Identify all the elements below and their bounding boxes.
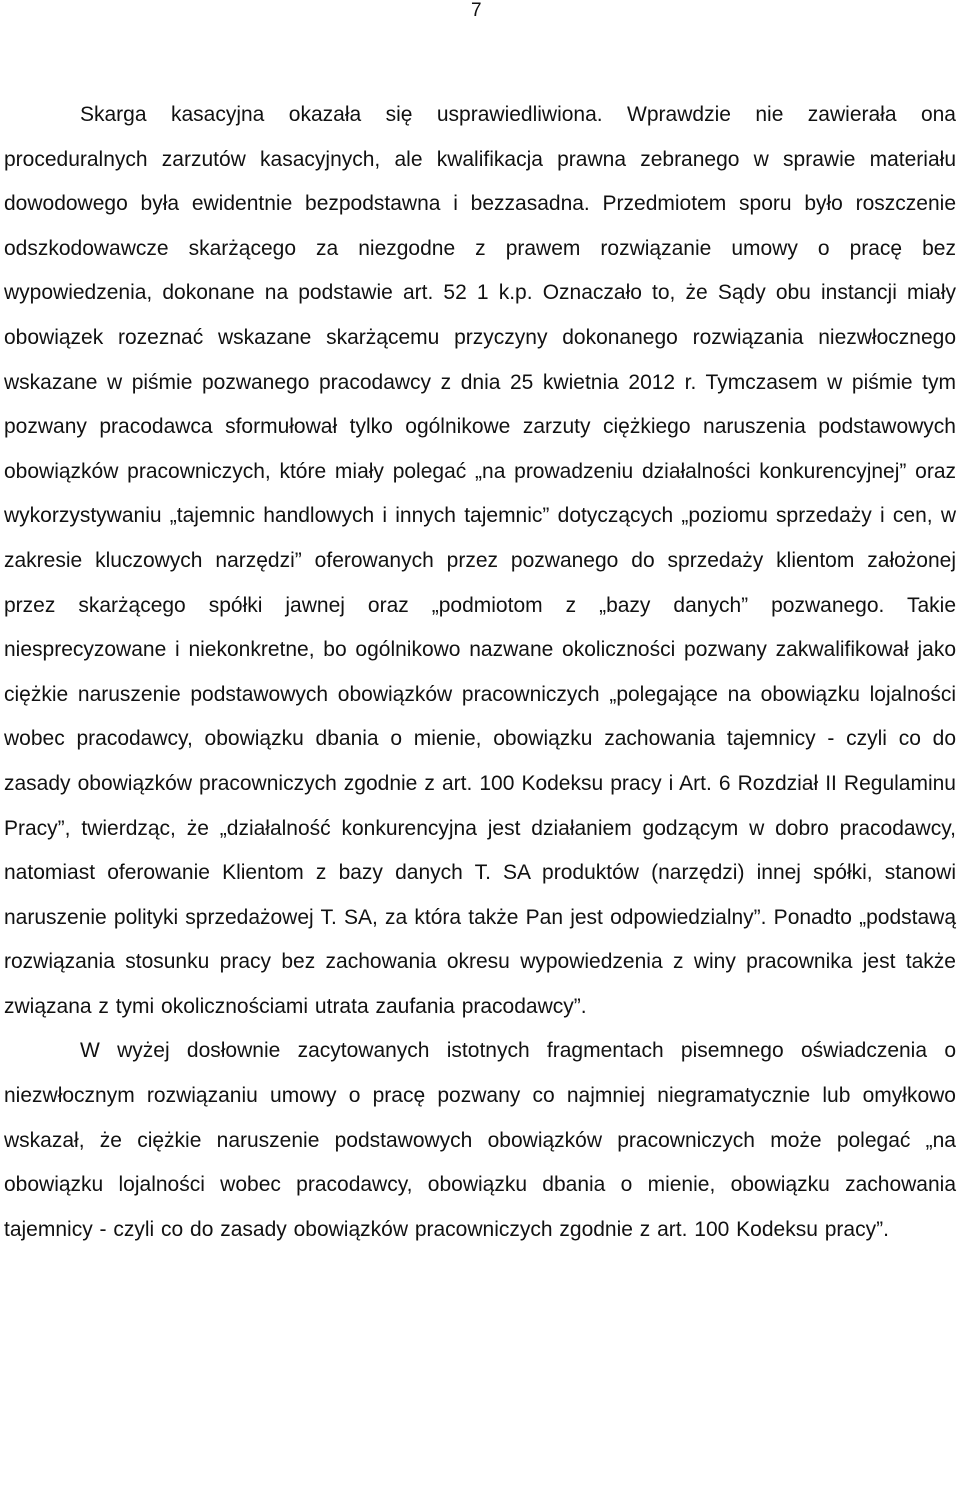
page-number: 7: [471, 0, 482, 21]
paragraph: Skarga kasacyjna okazała się usprawiedliwiona. Wprawdzie nie zawierała ona proceduralnych zarzutów kasacyjnych, ale kwalifikacja prawna zebranego w sprawie materiału dowodowego była ewidentnie bezpodstawna i bezzasadna. Przedmiotem sporu było roszczenie odszkodowawcze skarżącego za niezgodne z prawem rozwiązanie umowy o pracę bez wypowiedzenia, dokonane na podstawie art. 52 1 k.p. Oznaczało to, że Sądy obu instancji miały obowiązek rozeznać wskazane skarżącemu przyczyny dokonanego rozwiązania niezwłocznego wskazane w piśmie pozwanego pracodawcy z dnia 25 kwietnia 2012 r. Tymczasem w piśmie tym pozwany pracodawca sformułował tylko ogólnikowe zarzuty ciężkiego naruszenia podstawowych obowiązków pracowniczych, które miały polegać „na prowadzeniu działalności konkurencyjnej” oraz wykorzystywaniu „tajemnic handlowych i innych tajemnic” dotyczących „poziomu sprzedaży i cen, w zakresie kluczowych narzędzi” oferowanych przez pozwanego do sprzedaży klientom założonej przez skarżącego spółki jawnej oraz „podmiotom z „bazy danych” pozwanego. Takie niesprecyzowane i niekonkretne, bo ogólnikowo nazwane okoliczności pozwany zakwalifikował jako ciężkie naruszenie podstawowych obowiązków pracowniczych „polegające na obowiązku lojalności wobec pracodawcy, obowiązku dbania o mienie, obowiązku zachowania tajemnicy - czyli co do zasady obowiązków pracowniczych zgodnie z art. 100 Kodeksu pracy i Art. 6 Rozdział II Regulaminu Pracy”, twierdząc, że „działalność konkurencyjna jest działaniem godzącym w dobro pracodawcy, natomiast oferowanie Klientom z bazy danych T. SA produktów (narzędzi) innej spółki, stanowi naruszenie polityki sprzedażowej T. SA, za która także Pan jest odpowiedzialny”. Ponadto „podstawą rozwiązania stosunku pracy bez zachowania okresu wypowiedzenia z winy pracownika jest także związana z tymi okolicznościami utrata zaufania pracodawcy”.: [4, 103, 956, 1018]
paragraph: W wyżej dosłownie zacytowanych istotnych fragmentach pisemnego oświadczenia o niezwłocznym rozwiązaniu umowy o pracę pozwany co najmniej niegramatycznie lub omyłkowo wskazał, że ciężkie naruszenie podstawowych obowiązków pracowniczych może polegać „na obowiązku lojalności wobec pracodawcy, obowiązku dbania o mienie, obowiązku zachowania tajemnicy - czyli co do zasady obowiązków pracowniczych zgodnie z art. 100 Kodeksu pracy”.: [4, 1039, 956, 1241]
document-body: [4, 93, 956, 1252]
